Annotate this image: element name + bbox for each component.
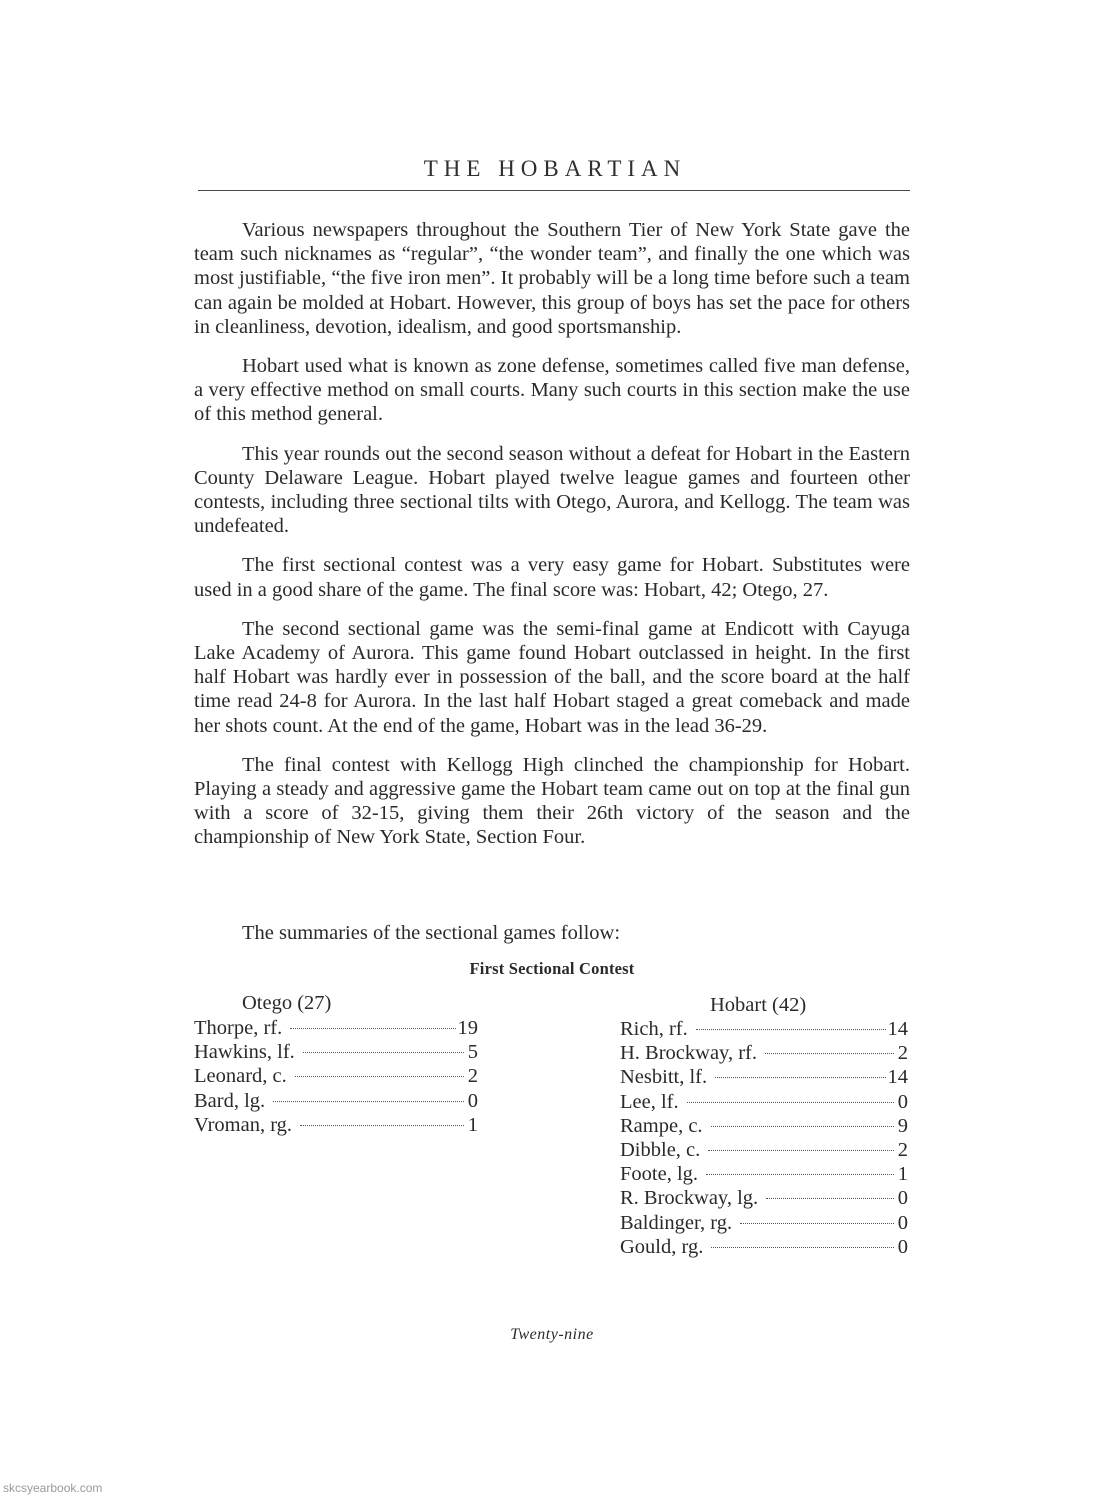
player-name: Nesbitt, lf. [620, 1066, 708, 1089]
otego-team-heading: Otego (27) [242, 992, 332, 1014]
summaries-intro: The summaries of the sectional games follow: [242, 922, 621, 944]
player-row [620, 1065, 908, 1089]
article-body [194, 218, 910, 865]
player-name: Dibble, c. [620, 1138, 701, 1161]
paragraph-nicknames: Various newspapers throughout the Southern Tier of New York State gave the team such nicknames as “regular”, “the wonder team”, and finally the one which was most justifiable, “the five iron men”. It probably will be a long time before such a team can again be molded at Hobart. However, this group of boys has set the pace for others in cleanliness, devotion, idealism, and good sportsmanship. [194, 219, 910, 338]
player-name: Vroman, rg. [194, 1113, 293, 1136]
page-number: Twenty-nine [510, 1326, 594, 1343]
player-points: 14 [887, 1066, 908, 1089]
dot-leader [687, 1102, 894, 1103]
paragraph-season-record: This year rounds out the second season without a defeat for Hobart in the Eastern County Delaware League. Hobart played twelve league games and fourteen other contests, including three sectional tilts with Otego, Aurora, and Kellogg. The team was undefeated. [194, 442, 910, 538]
player-points: 0 [897, 1235, 908, 1258]
hobart-box-score [620, 992, 908, 1259]
paragraph-zone-defense: Hobart used what is known as zone defense, sometimes called five man defense, a very effective method on small courts. Many such courts in this section make the use of this method general. [194, 355, 910, 426]
paragraph-second-sectional: The second sectional game was the semi-final game at Endicott with Cayuga Lake Academy of Aurora. This game found Hobart outclassed in height. In the first half Hobart was hardly ever in possession of the ball, and the score board at the half time read 24-8 for Aurora. In the last half Hobart staged a great comeback and made her shots count. At the end of the game, Hobart was in the lead 36-29. [194, 617, 910, 737]
otego-box-score [194, 990, 478, 1137]
dot-leader [715, 1077, 885, 1078]
player-name: Foote, lg. [620, 1163, 699, 1186]
player-points: 2 [897, 1138, 908, 1161]
player-points: 19 [457, 1017, 478, 1039]
dot-leader [708, 1150, 894, 1151]
player-name: R. Brockway, lg. [620, 1187, 759, 1210]
player-points: 14 [887, 1018, 908, 1040]
player-points: 1 [897, 1163, 908, 1186]
section-heading: First Sectional Contest [469, 959, 635, 978]
site-watermark: skcsyearbook.com [3, 1481, 103, 1495]
player-points: 5 [467, 1041, 478, 1064]
dot-leader [711, 1126, 894, 1127]
dot-leader [765, 1053, 894, 1054]
player-row [620, 1041, 908, 1065]
player-name: H. Brockway, rf. [620, 1042, 758, 1065]
player-row [194, 1113, 478, 1137]
player-points: 1 [467, 1113, 478, 1136]
player-row [194, 1016, 478, 1040]
dot-leader [300, 1125, 464, 1126]
player-row [620, 1162, 908, 1186]
player-name: Lee, lf. [620, 1090, 679, 1113]
player-name: Gould, rg. [620, 1235, 704, 1258]
player-points: 0 [467, 1089, 478, 1112]
header-rule [198, 190, 910, 191]
player-points: 2 [467, 1065, 478, 1088]
dot-leader [303, 1052, 464, 1053]
player-points: 0 [897, 1187, 908, 1210]
running-header-title: THE HOBARTIAN [423, 156, 687, 181]
player-name: Bard, lg. [194, 1089, 266, 1112]
player-name: Hawkins, lf. [194, 1041, 295, 1064]
player-points: 9 [897, 1114, 908, 1137]
dot-leader [740, 1223, 894, 1224]
player-row [194, 1064, 478, 1088]
player-row [620, 1186, 908, 1210]
player-name: Baldinger, rg. [620, 1211, 733, 1234]
dot-leader [295, 1076, 464, 1077]
player-row [620, 1235, 908, 1259]
player-row [620, 1114, 908, 1138]
player-row [620, 1090, 908, 1114]
dot-leader [273, 1101, 464, 1102]
player-name: Rampe, c. [620, 1114, 703, 1137]
hobart-team-heading: Hobart (42) [710, 994, 807, 1016]
player-row [194, 1040, 478, 1064]
player-points: 2 [897, 1042, 908, 1065]
dot-leader [696, 1029, 886, 1030]
dot-leader [766, 1198, 894, 1199]
player-row [194, 1089, 478, 1113]
paragraph-final-contest: The final contest with Kellogg High clinched the championship for Hobart. Playing a steady and aggressive game the Hobart team came out on top at the final gun with a score of 32-15, giving them their 26th victory of the season and the championship of New York State, Section Four. [194, 753, 910, 849]
player-points: 0 [897, 1090, 908, 1113]
dot-leader [711, 1247, 894, 1248]
player-row [620, 1138, 908, 1162]
player-row [620, 1017, 908, 1041]
paragraph-first-sectional: The first sectional contest was a very easy game for Hobart. Substitutes were used in a good share of the game. The final score was: Hobart, 42; Otego, 27. [194, 554, 910, 601]
player-name: Rich, rf. [620, 1018, 688, 1040]
player-row [620, 1211, 908, 1235]
dot-leader [290, 1028, 455, 1029]
player-name: Leonard, c. [194, 1065, 287, 1088]
player-name: Thorpe, rf. [194, 1017, 283, 1039]
player-points: 0 [897, 1211, 908, 1234]
dot-leader [706, 1174, 894, 1175]
